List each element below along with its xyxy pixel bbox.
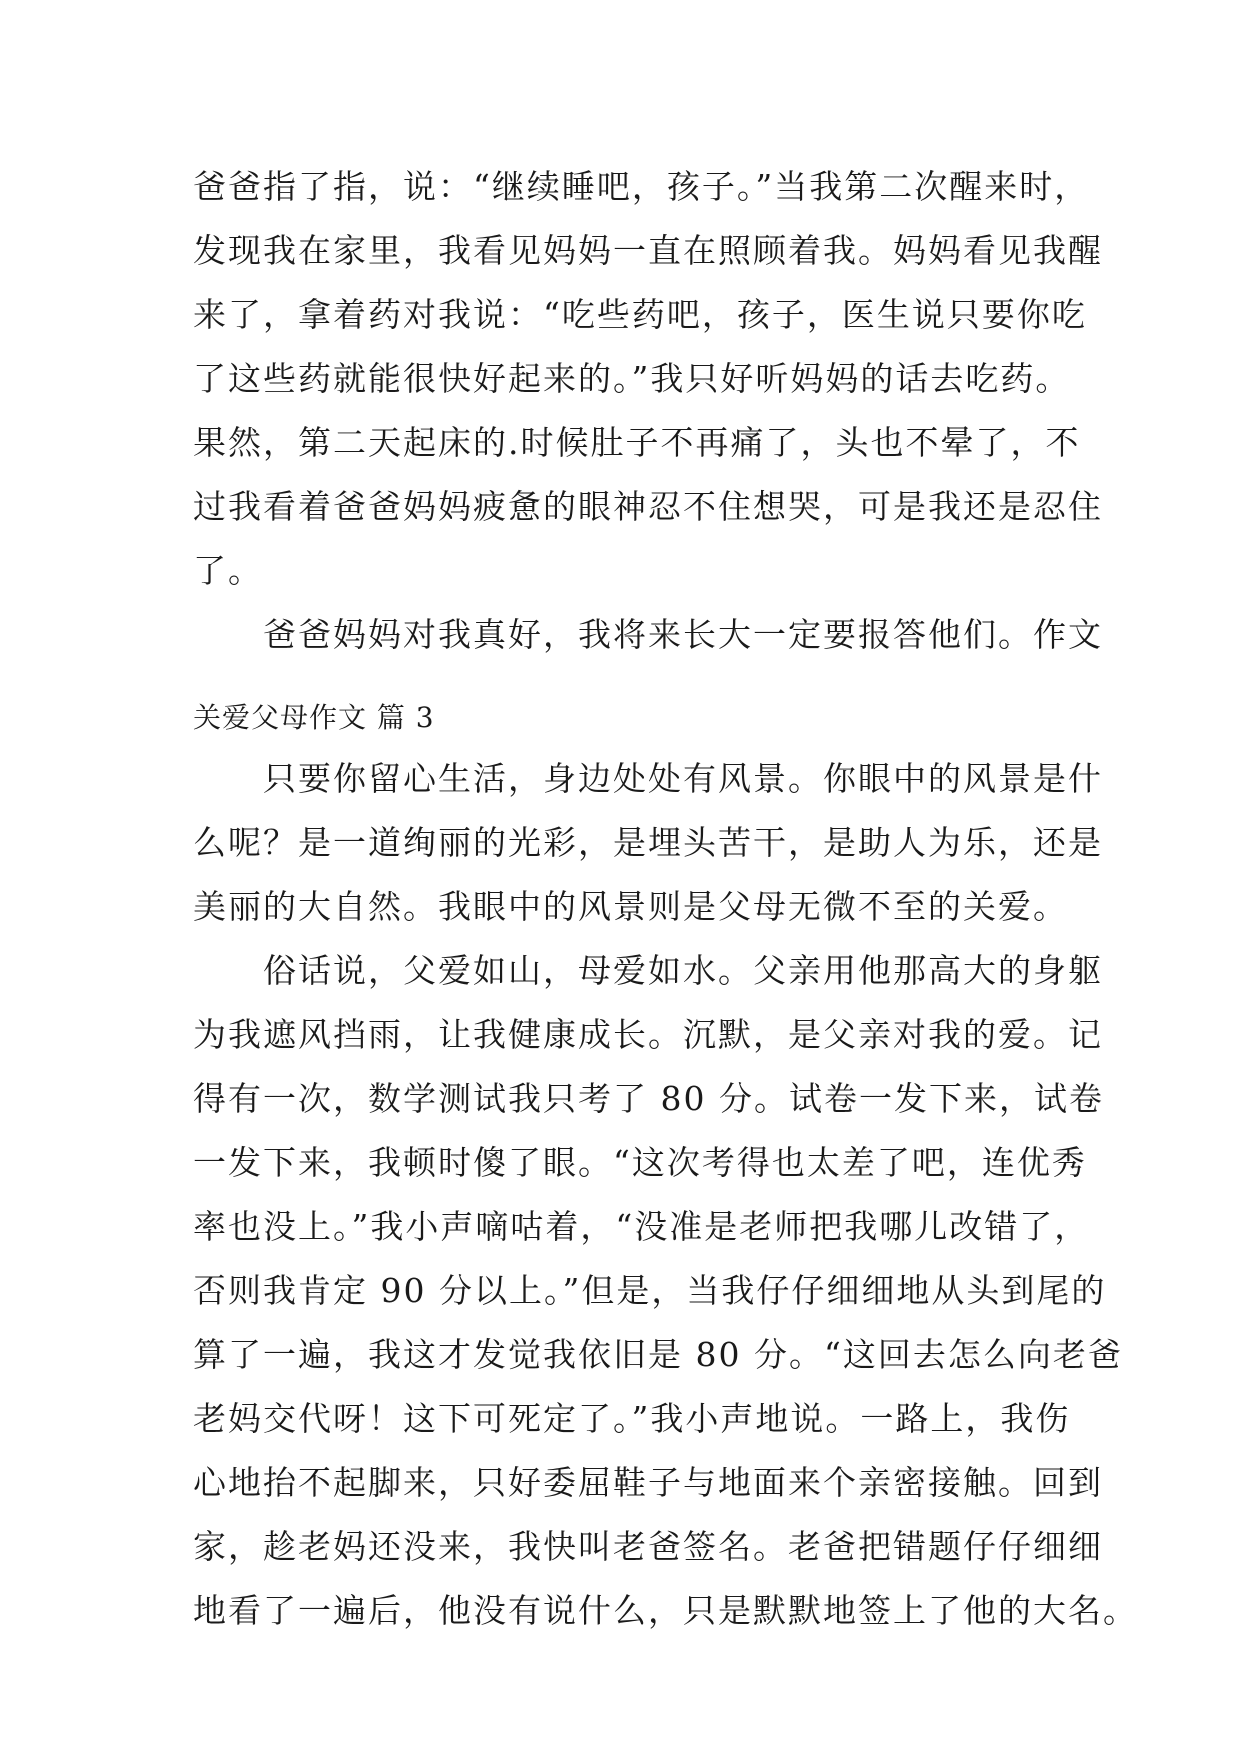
text-line: 老妈交代呀！这下可死定了。”我小声地说。一路上，我伤 — [193, 1399, 1071, 1438]
text-line: 美丽的大自然。我眼中的风景则是父母无微不至的关爱。 — [193, 887, 1068, 926]
text-line: 得有一次，数学测试我只考了 80 分。试卷一发下来，试卷 — [193, 1079, 1104, 1118]
text-line: 果然，第二天起床的.时候肚子不再痛了，头也不晕了，不 — [193, 423, 1081, 462]
text-line: 家，趁老妈还没来，我快叫老爸签名。老爸把错题仔仔细细 — [193, 1527, 1103, 1566]
text-line: 否则我肯定 90 分以上。”但是，当我仔仔细细地从头到尾的 — [193, 1271, 1107, 1310]
text-line: 只要你留心生活，身边处处有风景。你眼中的风景是什 — [193, 759, 1103, 798]
text-line: 来了，拿着药对我说：“吃些药吧，孩子，医生说只要你吃 — [193, 295, 1087, 334]
text-line: 心地抬不起脚来，只好委屈鞋子与地面来个亲密接触。回到 — [193, 1463, 1103, 1502]
text-line: 为我遮风挡雨，让我健康成长。沉默，是父亲对我的爱。记 — [193, 1015, 1103, 1054]
text-line: 一发下来，我顿时傻了眼。“这次考得也太差了吧，连优秀 — [193, 1143, 1087, 1182]
text-line: 算了一遍，我这才发觉我依旧是 80 分。“这回去怎么向老爸 — [193, 1335, 1123, 1374]
text-line: 率也没上。”我小声嘀咕着，“没准是老师把我哪儿改错了， — [193, 1207, 1090, 1246]
text-line: 过我看着爸爸妈妈疲惫的眼神忍不住想哭，可是我还是忍住 — [193, 487, 1103, 526]
text-line: 俗话说，父爱如山，母爱如水。父亲用他那高大的身躯 — [193, 951, 1103, 990]
text-line: 爸爸指了指，说：“继续睡吧，孩子。”当我第二次醒来时， — [193, 167, 1090, 206]
text-line: 了。 — [193, 551, 263, 590]
text-line: 么呢？是一道绚丽的光彩，是埋头苦干，是助人为乐，还是 — [193, 823, 1103, 862]
text-line: 发现我在家里，我看见妈妈一直在照顾着我。妈妈看见我醒 — [193, 231, 1103, 270]
text-line: 了这些药就能很快好起来的。”我只好听妈妈的话去吃药。 — [193, 359, 1071, 398]
text-line: 地看了一遍后，他没有说什么，只是默默地签上了他的大名。 — [193, 1591, 1138, 1630]
section-heading: 关爱父母作文 篇 3 — [193, 701, 435, 734]
text-line: 爸爸妈妈对我真好，我将来长大一定要报答他们。作文 — [193, 615, 1103, 654]
